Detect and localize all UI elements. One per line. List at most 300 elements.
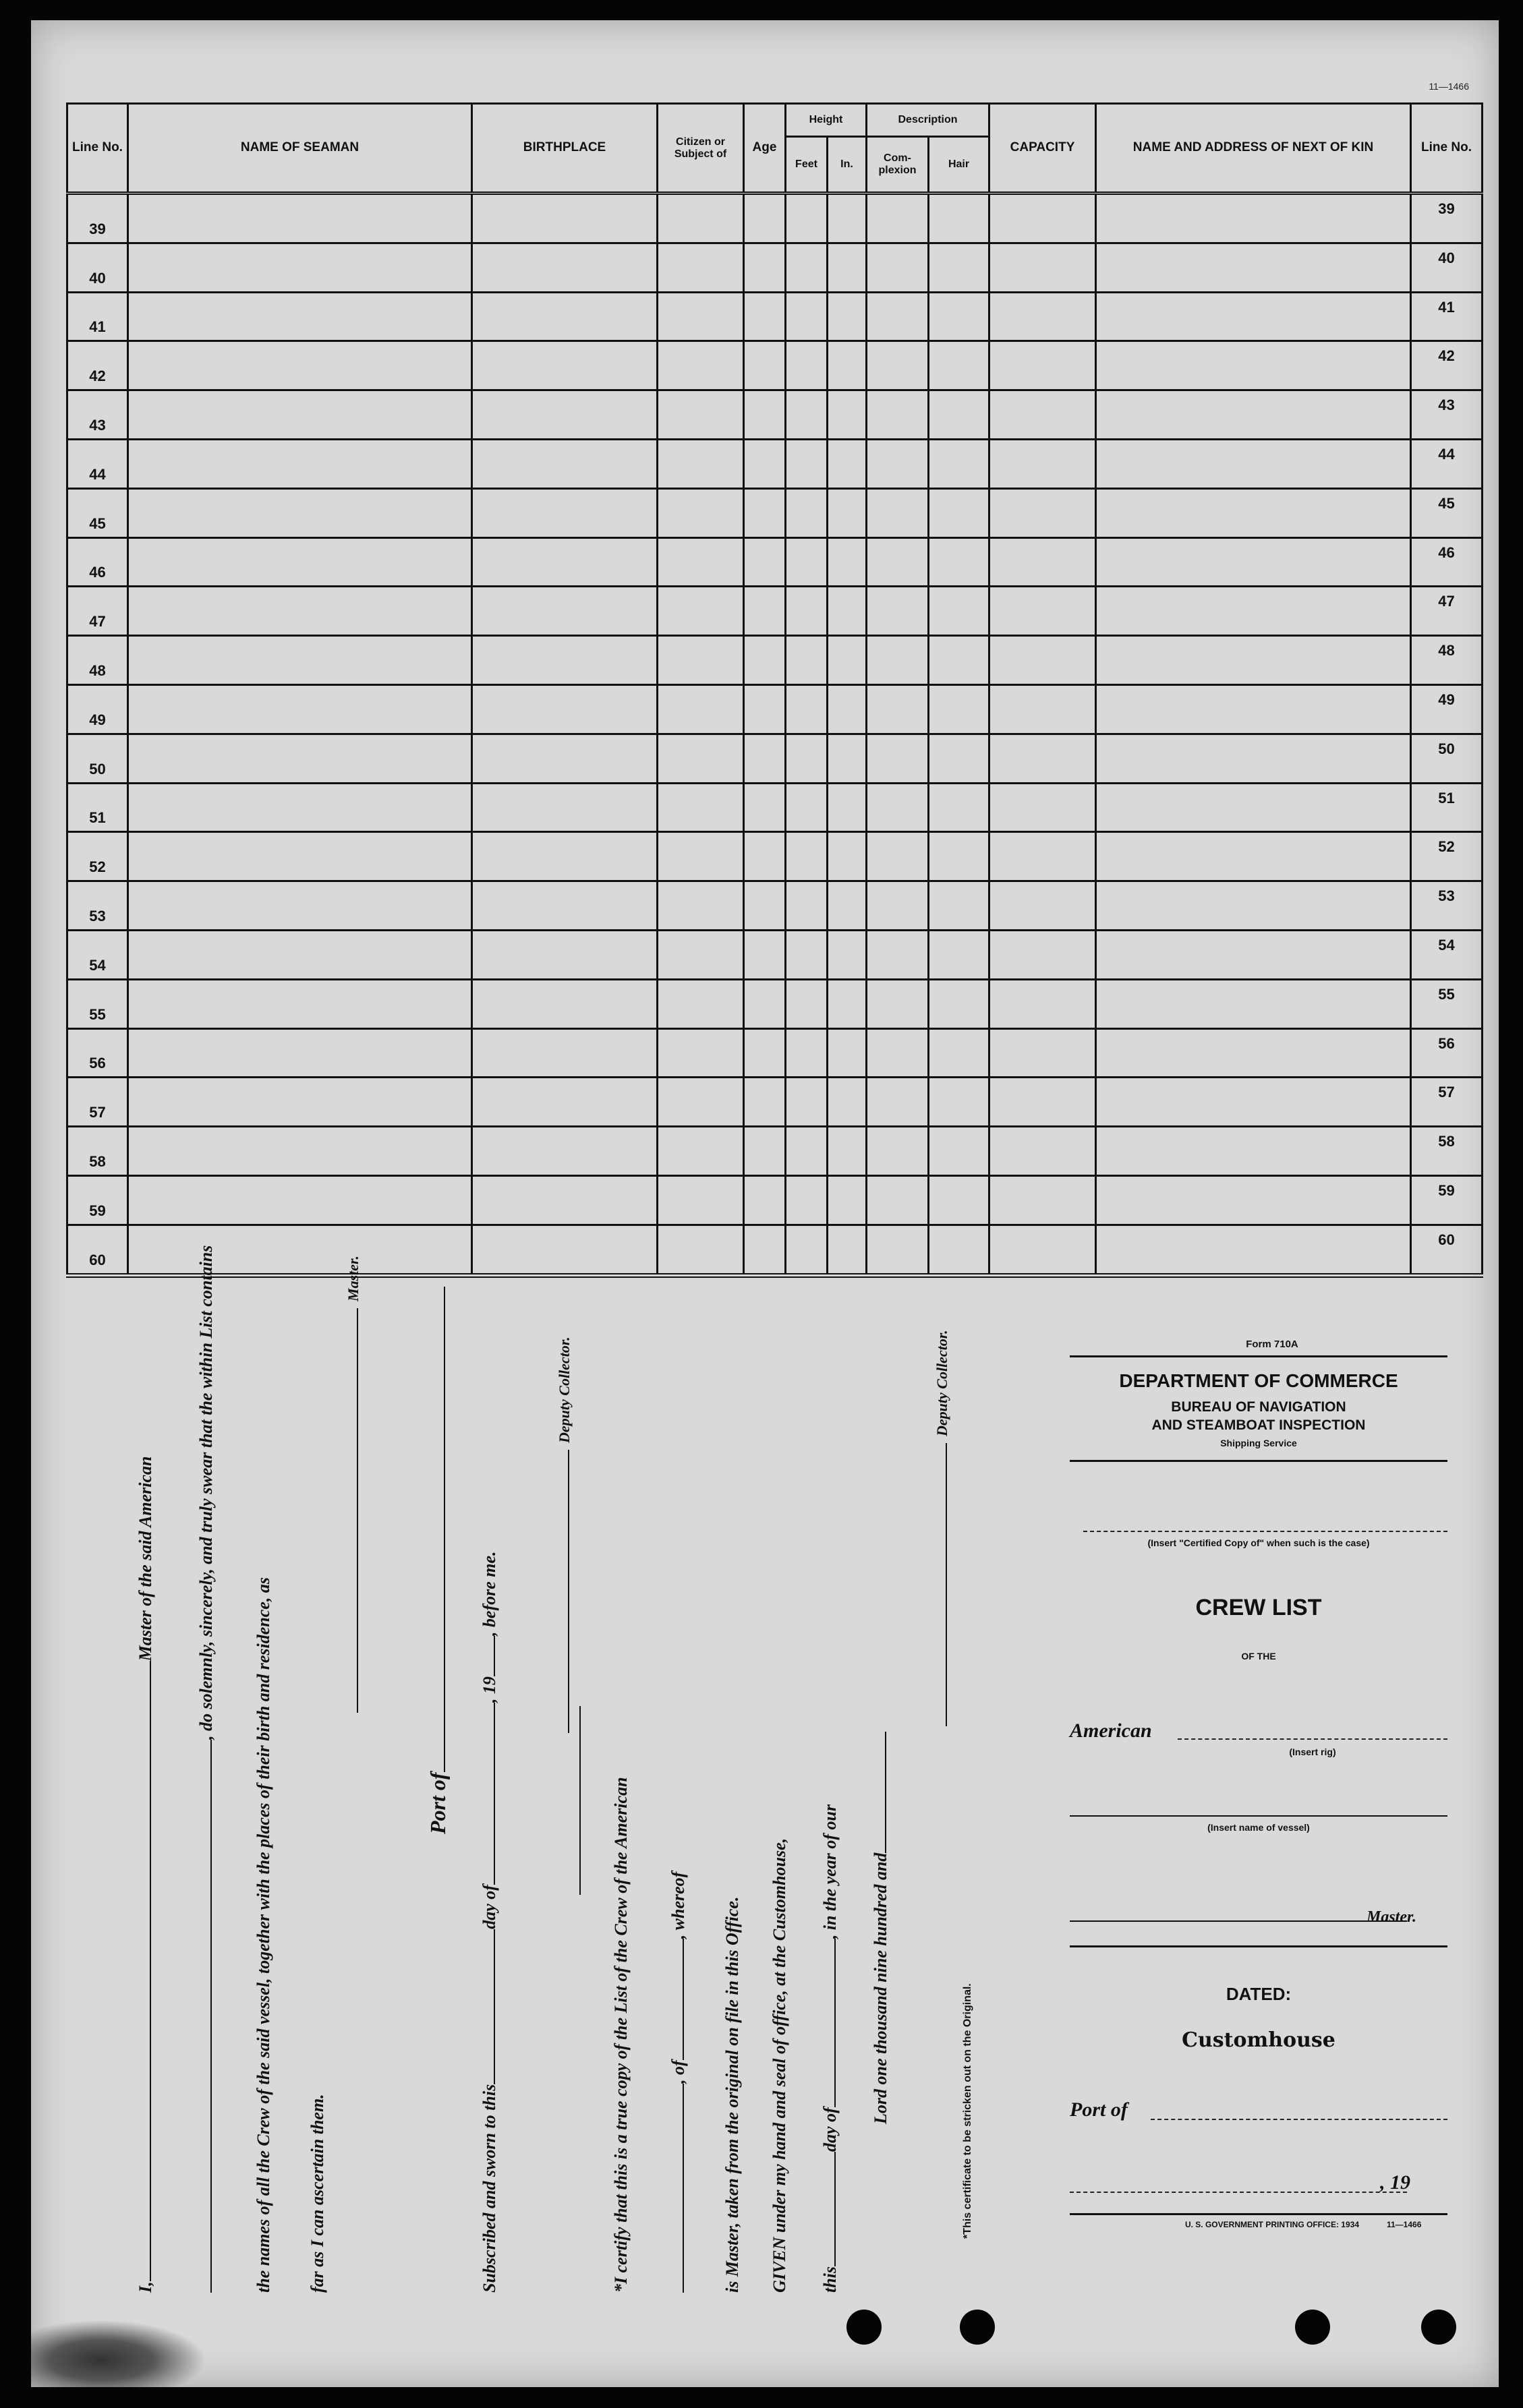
line-number: 44 xyxy=(67,439,128,488)
line-number: 49 xyxy=(67,684,128,734)
table-cell xyxy=(744,1175,786,1225)
table-cell xyxy=(786,390,828,440)
table-cell xyxy=(472,1078,658,1127)
table-cell xyxy=(828,832,867,881)
table-cell xyxy=(867,979,929,1028)
master-line xyxy=(1070,1920,1407,1922)
table-cell xyxy=(658,292,744,341)
table-cell xyxy=(128,194,472,243)
table-cell xyxy=(989,537,1096,587)
table-cell xyxy=(989,1078,1096,1127)
table-cell xyxy=(658,734,744,783)
table-row xyxy=(67,734,1483,783)
table-cell xyxy=(1096,341,1411,390)
table-cell xyxy=(128,1175,472,1225)
cover-rule-top xyxy=(1070,1355,1447,1357)
table-row xyxy=(67,292,1483,341)
insert-rig-note: (Insert rig) xyxy=(1289,1746,1336,1757)
table-cell xyxy=(989,341,1096,390)
cover-rule-3 xyxy=(1070,1945,1447,1947)
table-cell xyxy=(744,1078,786,1127)
master-signature-block xyxy=(343,1256,363,1713)
line-number-right: 51 xyxy=(1411,783,1483,832)
table-cell xyxy=(989,684,1096,734)
table-cell xyxy=(744,636,786,685)
date-line xyxy=(1070,2192,1407,2193)
table-cell xyxy=(989,439,1096,488)
table-cell xyxy=(472,243,658,292)
cert-col-2 xyxy=(668,1872,689,2293)
table-row xyxy=(67,243,1483,292)
table-cell xyxy=(867,930,929,979)
line-number-right: 56 xyxy=(1411,1028,1483,1078)
oath-names-of-crew: the names of all the Crew of the said vessel, together with the places of their birth and residence, as xyxy=(254,1577,273,2293)
header-capacity: CAPACITY xyxy=(989,104,1096,194)
table-cell xyxy=(472,1028,658,1078)
header-feet: Feet xyxy=(786,137,828,194)
line-number-right: 41 xyxy=(1411,292,1483,341)
table-cell xyxy=(867,537,929,587)
table-cell xyxy=(867,341,929,390)
table-cell xyxy=(744,1127,786,1176)
table-cell xyxy=(828,1028,867,1078)
cert-col-3 xyxy=(722,1897,743,2293)
table-cell xyxy=(786,636,828,685)
table-cell xyxy=(472,537,658,587)
line-number: 55 xyxy=(67,979,128,1028)
table-cell xyxy=(472,488,658,537)
table-cell xyxy=(1096,292,1411,341)
cover-year: , 19 xyxy=(1380,2171,1410,2194)
before-me: , before me. xyxy=(480,1551,499,1637)
line-number: 39 xyxy=(67,194,128,243)
table-cell xyxy=(828,734,867,783)
table-cell xyxy=(989,636,1096,685)
table-cell xyxy=(1096,832,1411,881)
line-number: 41 xyxy=(67,292,128,341)
table-cell xyxy=(929,881,989,931)
table-cell xyxy=(744,537,786,587)
cert-whereof: , whereof xyxy=(668,1871,688,1939)
table-cell xyxy=(989,734,1096,783)
cert-col-4 xyxy=(770,1838,790,2293)
table-cell xyxy=(128,734,472,783)
table-cell xyxy=(1096,734,1411,783)
deputy-collector-block-2 xyxy=(931,1330,952,1726)
table-cell xyxy=(786,832,828,881)
table-cell xyxy=(1096,1225,1411,1275)
table-cell xyxy=(472,194,658,243)
table-row xyxy=(67,636,1483,685)
table-cell xyxy=(658,1225,744,1275)
table-row xyxy=(67,930,1483,979)
table-cell xyxy=(929,390,989,440)
table-row xyxy=(67,439,1483,488)
port-of-block xyxy=(426,1287,451,1834)
sworn-day-of: day of xyxy=(480,1885,499,1929)
torn-edge xyxy=(31,2320,206,2387)
bureau-line-1: BUREAU OF NAVIGATION xyxy=(1171,1399,1346,1415)
table-cell xyxy=(929,292,989,341)
header-hair: Hair xyxy=(929,137,989,194)
crew-list-title: CREW LIST xyxy=(1195,1595,1322,1620)
line-number-right: 45 xyxy=(1411,488,1483,537)
table-cell xyxy=(989,832,1096,881)
oath-ascertain: far as I can ascertain them. xyxy=(308,2094,327,2293)
table-cell xyxy=(867,194,929,243)
table-cell xyxy=(744,832,786,881)
line-number-right: 55 xyxy=(1411,979,1483,1028)
master-label: Master. xyxy=(345,1256,362,1301)
table-cell xyxy=(929,243,989,292)
table-cell xyxy=(867,243,929,292)
table-cell xyxy=(786,439,828,488)
table-cell xyxy=(929,1127,989,1176)
table-cell xyxy=(929,341,989,390)
divider-stub xyxy=(579,1706,581,1895)
table-cell xyxy=(744,341,786,390)
table-cell xyxy=(929,194,989,243)
table-cell xyxy=(658,930,744,979)
form-number: Form 710A xyxy=(1246,1339,1298,1350)
table-cell xyxy=(929,979,989,1028)
header-description: Description xyxy=(867,104,989,137)
table-cell xyxy=(867,783,929,832)
line-number-right: 59 xyxy=(1411,1175,1483,1225)
table-cell xyxy=(989,194,1096,243)
insert-certified-note: (Insert "Certified Copy of" when such is the case) xyxy=(1147,1537,1370,1548)
punch-hole xyxy=(1295,2310,1330,2345)
table-cell xyxy=(929,1078,989,1127)
table-cell xyxy=(744,587,786,636)
cert-year-of-our: , in the year of our xyxy=(820,1804,840,1939)
table-cell xyxy=(786,1127,828,1176)
table-cell xyxy=(658,439,744,488)
line-number-right: 48 xyxy=(1411,636,1483,685)
table-cell xyxy=(786,1078,828,1127)
table-row xyxy=(67,194,1483,243)
table-cell xyxy=(658,832,744,881)
table-cell xyxy=(472,979,658,1028)
table-cell xyxy=(1096,1028,1411,1078)
cert-col-5 xyxy=(820,1804,840,2293)
table-cell xyxy=(744,292,786,341)
line-number-right: 52 xyxy=(1411,832,1483,881)
cert-day-of: day of xyxy=(820,2107,840,2152)
table-cell xyxy=(472,390,658,440)
table-cell xyxy=(867,1225,929,1275)
form-code-bottom: 11—1466 xyxy=(1387,2220,1422,2229)
table-cell xyxy=(1096,439,1411,488)
table-cell xyxy=(744,439,786,488)
line-number: 58 xyxy=(67,1127,128,1176)
table-cell xyxy=(128,636,472,685)
table-cell xyxy=(472,341,658,390)
line-number-right: 40 xyxy=(1411,243,1483,292)
table-cell xyxy=(786,881,828,931)
cover-port-of-label: Port of xyxy=(1070,2098,1128,2121)
table-cell xyxy=(128,1078,472,1127)
table-cell xyxy=(929,783,989,832)
line-number-right: 50 xyxy=(1411,734,1483,783)
table-cell xyxy=(744,979,786,1028)
table-cell xyxy=(828,587,867,636)
deputy-collector-label-2: Deputy Collector. xyxy=(933,1330,950,1436)
cert-footnote xyxy=(962,1983,974,2239)
table-cell xyxy=(989,1225,1096,1275)
insert-vessel-note: (Insert name of vessel) xyxy=(1207,1822,1310,1833)
table-cell xyxy=(929,1225,989,1275)
table-cell xyxy=(828,341,867,390)
table-cell xyxy=(989,783,1096,832)
sworn-year: , 19 xyxy=(480,1676,499,1703)
table-cell xyxy=(828,439,867,488)
table-cell xyxy=(1096,1127,1411,1176)
american-label: American xyxy=(1070,1720,1152,1742)
table-cell xyxy=(828,194,867,243)
header-citizen: Citizen or Subject of xyxy=(658,104,744,194)
table-cell xyxy=(867,292,929,341)
footnote-text: *This certificate to be stricken out on the Original. xyxy=(962,1983,973,2239)
table-cell xyxy=(786,1225,828,1275)
table-cell xyxy=(929,684,989,734)
table-cell xyxy=(989,243,1096,292)
deputy-collector-block-1 xyxy=(554,1337,574,1733)
table-cell xyxy=(128,979,472,1028)
table-cell xyxy=(929,1175,989,1225)
table-cell xyxy=(128,439,472,488)
table-cell xyxy=(786,1175,828,1225)
punch-hole xyxy=(846,2310,882,2345)
line-number: 51 xyxy=(67,783,128,832)
table-cell xyxy=(786,684,828,734)
table-cell xyxy=(658,537,744,587)
header-inches: In. xyxy=(828,137,867,194)
line-number-right: 42 xyxy=(1411,341,1483,390)
form-page xyxy=(31,20,1499,2387)
table-cell xyxy=(658,783,744,832)
table-cell xyxy=(1096,243,1411,292)
table-row xyxy=(67,1175,1483,1225)
table-cell xyxy=(867,636,929,685)
table-cell xyxy=(744,194,786,243)
table-cell xyxy=(867,1078,929,1127)
table-cell xyxy=(929,587,989,636)
table-cell xyxy=(1096,194,1411,243)
line-number: 59 xyxy=(67,1175,128,1225)
table-cell xyxy=(929,1028,989,1078)
table-cell xyxy=(744,1028,786,1078)
line-number-right: 53 xyxy=(1411,881,1483,931)
table-cell xyxy=(828,636,867,685)
table-cell xyxy=(867,488,929,537)
table-row xyxy=(67,587,1483,636)
table-cell xyxy=(867,390,929,440)
department-title: DEPARTMENT OF COMMERCE xyxy=(1119,1370,1398,1391)
line-number-right: 57 xyxy=(1411,1078,1483,1127)
oath-master-of-american: Master of the said American xyxy=(136,1456,155,1662)
line-number-right: 44 xyxy=(1411,439,1483,488)
table-cell xyxy=(128,930,472,979)
table-cell xyxy=(658,194,744,243)
table-cell xyxy=(128,684,472,734)
table-cell xyxy=(658,979,744,1028)
table-cell xyxy=(658,243,744,292)
table-cell xyxy=(989,979,1096,1028)
table-cell xyxy=(828,1225,867,1275)
cert-is-master: is Master, taken from the original on file in this Office. xyxy=(722,1896,742,2293)
header-line-no: Line No. xyxy=(67,104,128,194)
line-number: 46 xyxy=(67,537,128,587)
table-cell xyxy=(828,292,867,341)
cert-col-6 xyxy=(871,1732,891,2124)
table-cell xyxy=(472,881,658,931)
customhouse-label: Customhouse xyxy=(1182,2028,1335,2052)
table-cell xyxy=(828,1078,867,1127)
table-cell xyxy=(786,243,828,292)
table-cell xyxy=(786,341,828,390)
table-cell xyxy=(989,930,1096,979)
table-cell xyxy=(828,390,867,440)
rig-line xyxy=(1178,1738,1447,1740)
table-cell xyxy=(989,1175,1096,1225)
table-row xyxy=(67,783,1483,832)
table-row xyxy=(67,537,1483,587)
table-cell xyxy=(1096,587,1411,636)
form-code-top: 11—1466 xyxy=(1429,81,1469,92)
table-cell xyxy=(929,488,989,537)
table-cell xyxy=(786,194,828,243)
punch-hole xyxy=(1421,2310,1456,2345)
table-cell xyxy=(867,439,929,488)
oath-i: I, xyxy=(136,2281,155,2293)
table-cell xyxy=(867,1028,929,1078)
table-cell xyxy=(744,783,786,832)
table-cell xyxy=(658,390,744,440)
table-cell xyxy=(744,930,786,979)
table-cell xyxy=(744,243,786,292)
table-cell xyxy=(867,1127,929,1176)
table-cell xyxy=(128,1127,472,1176)
table-cell xyxy=(744,881,786,931)
table-cell xyxy=(786,488,828,537)
table-cell xyxy=(128,341,472,390)
table-cell xyxy=(744,488,786,537)
table-cell xyxy=(1096,1175,1411,1225)
table-cell xyxy=(744,734,786,783)
table-cell xyxy=(1096,684,1411,734)
table-cell xyxy=(1096,930,1411,979)
table-cell xyxy=(128,1225,472,1275)
table-row xyxy=(67,1127,1483,1176)
line-number-right: 60 xyxy=(1411,1225,1483,1275)
table-cell xyxy=(658,587,744,636)
table-cell xyxy=(989,587,1096,636)
table-cell xyxy=(472,439,658,488)
cover-rule-2 xyxy=(1070,1460,1447,1462)
table-cell xyxy=(786,783,828,832)
table-cell xyxy=(867,881,929,931)
table-cell xyxy=(472,734,658,783)
table-row xyxy=(67,832,1483,881)
table-cell xyxy=(828,881,867,931)
oath-solemnly: , do solemnly, sincerely, and truly swear that the within List contains xyxy=(196,1245,216,1740)
table-cell xyxy=(1096,1078,1411,1127)
header-birthplace: BIRTHPLACE xyxy=(472,104,658,194)
line-number-right: 49 xyxy=(1411,684,1483,734)
line-number-right: 46 xyxy=(1411,537,1483,587)
header-height: Height xyxy=(786,104,867,137)
line-number: 43 xyxy=(67,390,128,440)
line-number: 48 xyxy=(67,636,128,685)
line-number-right: 43 xyxy=(1411,390,1483,440)
table-row xyxy=(67,341,1483,390)
table-cell xyxy=(929,930,989,979)
line-number: 50 xyxy=(67,734,128,783)
table-cell xyxy=(786,1028,828,1078)
table-cell xyxy=(658,881,744,931)
oath-col-1 xyxy=(136,1457,156,2293)
table-cell xyxy=(867,587,929,636)
table-cell xyxy=(929,832,989,881)
port-of-label: Port of xyxy=(426,1772,450,1834)
table-cell xyxy=(128,783,472,832)
table-cell xyxy=(472,1225,658,1275)
table-cell xyxy=(658,636,744,685)
line-number-right: 58 xyxy=(1411,1127,1483,1176)
crew-rows xyxy=(67,194,1483,1276)
table-row xyxy=(67,881,1483,931)
table-cell xyxy=(786,537,828,587)
table-cell xyxy=(658,684,744,734)
table-cell xyxy=(472,636,658,685)
table-cell xyxy=(472,783,658,832)
table-cell xyxy=(828,243,867,292)
table-cell xyxy=(828,979,867,1028)
table-cell xyxy=(658,1127,744,1176)
table-cell xyxy=(128,390,472,440)
table-cell xyxy=(128,292,472,341)
header-line-no-right: Line No. xyxy=(1411,104,1483,194)
table-cell xyxy=(1096,390,1411,440)
oath-col-2 xyxy=(196,1245,217,2293)
bureau-line-2: AND STEAMBOAT INSPECTION xyxy=(1151,1417,1366,1433)
table-cell xyxy=(828,1175,867,1225)
table-row xyxy=(67,684,1483,734)
table-cell xyxy=(128,832,472,881)
certified-copy-line xyxy=(1083,1531,1447,1532)
table-cell xyxy=(472,1175,658,1225)
table-cell xyxy=(828,1127,867,1176)
cert-true-copy: *I certify that this is a true copy of the List of the Crew of the American xyxy=(611,1777,631,2293)
table-cell xyxy=(989,1127,1096,1176)
table-cell xyxy=(1096,979,1411,1028)
table-cell xyxy=(472,930,658,979)
table-cell xyxy=(472,292,658,341)
table-cell xyxy=(658,341,744,390)
table-cell xyxy=(1096,783,1411,832)
table-cell xyxy=(929,537,989,587)
table-cell xyxy=(989,488,1096,537)
line-number: 54 xyxy=(67,930,128,979)
table-cell xyxy=(929,734,989,783)
punch-hole xyxy=(960,2310,995,2345)
table-cell xyxy=(128,243,472,292)
table-cell xyxy=(658,1175,744,1225)
table-cell xyxy=(867,832,929,881)
shipping-service: Shipping Service xyxy=(1220,1438,1297,1448)
header-age: Age xyxy=(744,104,786,194)
